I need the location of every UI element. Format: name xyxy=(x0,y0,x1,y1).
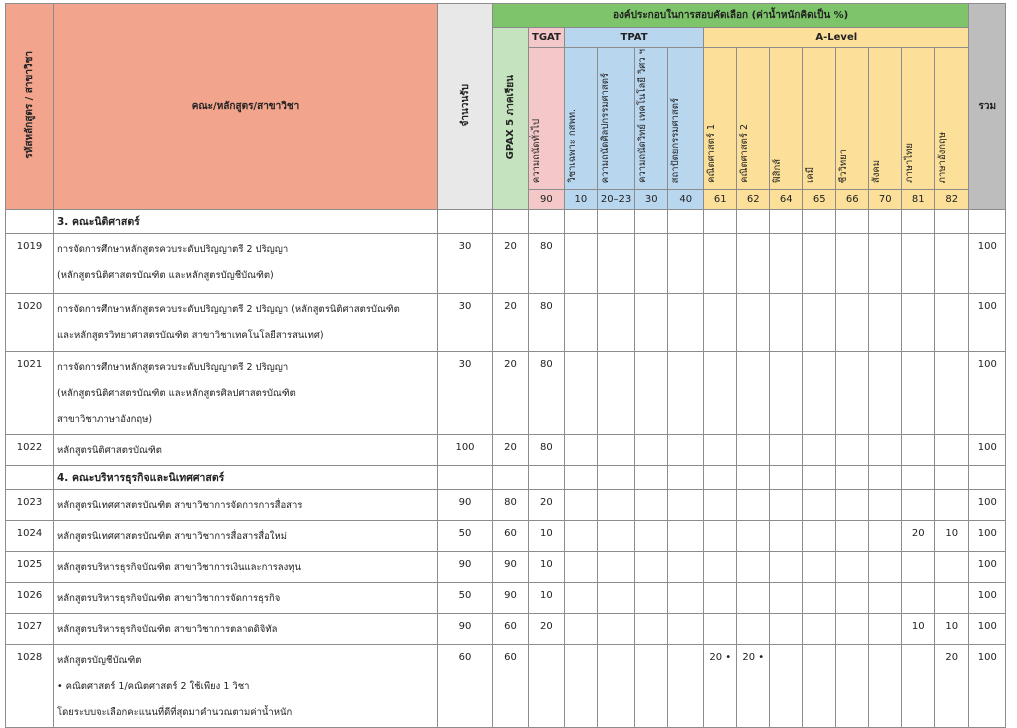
program-name: หลักสูตรบัญชีบัณฑิต • คณิตศาสตร์ 1/คณิตศาสตร์ 2 ใช้เพียง 1 วิชา โดยระบบจะเลือกคะแนนที่ดีที่สุดมาคำนวณตามค่าน้ำหนัก xyxy=(54,645,438,728)
total: 100 xyxy=(969,352,1006,435)
program-name: หลักสูตรนิเทศศาสตรบัณฑิต สาขาวิชาการจัดการการสื่อสาร xyxy=(54,490,438,521)
program-code: 1023 xyxy=(6,490,54,521)
tgat: 10 xyxy=(529,583,565,614)
subject-code: 30 xyxy=(635,190,668,210)
english: 10 xyxy=(935,614,969,645)
subject-4: สถาปัตยกรรมศาสตร์ xyxy=(668,48,704,190)
seats: 30 xyxy=(438,352,493,435)
subject-8: เคมี xyxy=(803,48,836,190)
english: 10 xyxy=(935,521,969,552)
tgat: 80 xyxy=(529,294,565,352)
table-row xyxy=(6,521,1006,552)
total: 100 xyxy=(969,435,1006,466)
total: 100 xyxy=(969,614,1006,645)
program-code: 1026 xyxy=(6,583,54,614)
header-code: รหัสหลักสูตร / สาขาวิชา xyxy=(6,4,54,210)
header-components: องค์ประกอบในการสอบคัดเลือก (ค่าน้ำหนักคิดเป็น %) xyxy=(493,4,969,28)
subject-code: 61 xyxy=(704,190,737,210)
program-code: 1024 xyxy=(6,521,54,552)
table-row xyxy=(6,294,1006,352)
subject-code: 20–23 xyxy=(597,190,634,210)
seats: 100 xyxy=(438,435,493,466)
program-name: หลักสูตรบริหารธุรกิจบัณฑิต สาขาวิชาการเงินและการลงทุน xyxy=(54,552,438,583)
thai: 20 xyxy=(902,521,935,552)
header-row-1 xyxy=(6,4,1006,28)
subject-code: 70 xyxy=(869,190,902,210)
gpax: 90 xyxy=(493,583,529,614)
program-code: 1021 xyxy=(6,352,54,435)
subject-7: ฟิสิกส์ xyxy=(770,48,803,190)
subject-code: 81 xyxy=(902,190,935,210)
table-row xyxy=(6,614,1006,645)
subject-11: ภาษาไทย xyxy=(902,48,935,190)
subject-3: ความถนัดวิทย์ เทคโนโลยี วิศว ฯ xyxy=(635,48,668,190)
math1: 20 • xyxy=(704,645,737,728)
seats: 30 xyxy=(438,234,493,294)
gpax: 60 xyxy=(493,614,529,645)
program-name: หลักสูตรนิติศาสตรบัณฑิต xyxy=(54,435,438,466)
total: 100 xyxy=(969,490,1006,521)
seats: 30 xyxy=(438,294,493,352)
total: 100 xyxy=(969,583,1006,614)
table-row xyxy=(6,645,1006,728)
tgat: 80 xyxy=(529,435,565,466)
subject-code: 10 xyxy=(564,190,597,210)
table-row xyxy=(6,583,1006,614)
tgat: 20 xyxy=(529,614,565,645)
program-code: 1028 xyxy=(6,645,54,728)
subject-code: 90 xyxy=(529,190,565,210)
program-code: 1020 xyxy=(6,294,54,352)
gpax: 20 xyxy=(493,352,529,435)
subject-0: ความถนัดทั่วไป xyxy=(529,48,565,190)
total: 100 xyxy=(969,521,1006,552)
table-row xyxy=(6,490,1006,521)
subject-code: 66 xyxy=(836,190,869,210)
subject-1: วิชาเฉพาะ กสพท. xyxy=(564,48,597,190)
tgat: 80 xyxy=(529,234,565,294)
subject-code: 62 xyxy=(737,190,770,210)
table-row xyxy=(6,352,1006,435)
section-title: 3. คณะนิติศาสตร์ xyxy=(54,210,438,234)
table-row xyxy=(6,234,1006,294)
admission-criteria-table xyxy=(5,3,1006,728)
section-row xyxy=(6,210,1006,234)
header-total: รวม xyxy=(969,4,1006,210)
gpax: 60 xyxy=(493,521,529,552)
gpax: 80 xyxy=(493,490,529,521)
header-gpax: GPAX 5 ภาคเรียน xyxy=(493,28,529,210)
program-code: 1027 xyxy=(6,614,54,645)
total: 100 xyxy=(969,294,1006,352)
subject-10: สังคม xyxy=(869,48,902,190)
total: 100 xyxy=(969,552,1006,583)
section-title: 4. คณะบริหารธุรกิจและนิเทศศาสตร์ xyxy=(54,466,438,490)
tgat: 10 xyxy=(529,521,565,552)
seats: 90 xyxy=(438,490,493,521)
gpax: 20 xyxy=(493,294,529,352)
tgat: 10 xyxy=(529,552,565,583)
gpax: 20 xyxy=(493,234,529,294)
subject-5: คณิตศาสตร์ 1 xyxy=(704,48,737,190)
program-name: การจัดการศึกษาหลักสูตรควบระดับปริญญาตรี 2 ปริญญา (หลักสูตรนิติศาสตรบัณฑิต และหลักสูตรบัญชีบัณฑิต) xyxy=(54,234,438,294)
program-name: หลักสูตรบริหารธุรกิจบัณฑิต สาขาวิชาการจัดการธุรกิจ xyxy=(54,583,438,614)
tgat: 80 xyxy=(529,352,565,435)
table-row xyxy=(6,552,1006,583)
subject-2: ความถนัดศิลปกรรมศาสตร์ xyxy=(597,48,634,190)
english: 20 xyxy=(935,645,969,728)
tgat: 20 xyxy=(529,490,565,521)
program-name: การจัดการศึกษาหลักสูตรควบระดับปริญญาตรี 2 ปริญญา (หลักสูตรนิติศาสตรบัณฑิต และหลักสูตรวิทยาศาสตรบัณฑิต สาขาวิชาเทคโนโลยีสารสนเทศ) xyxy=(54,294,438,352)
seats: 60 xyxy=(438,645,493,728)
program-name: การจัดการศึกษาหลักสูตรควบระดับปริญญาตรี 2 ปริญญา (หลักสูตรนิติศาสตรบัณฑิต และหลักสูตรศิลปศาสตรบัณฑิต สาขาวิชาภาษาอังกฤษ) xyxy=(54,352,438,435)
gpax: 60 xyxy=(493,645,529,728)
subject-code: 64 xyxy=(770,190,803,210)
admission-table-container xyxy=(5,3,1006,728)
header-program: คณะ/หลักสูตร/สาขาวิชา xyxy=(54,4,438,210)
seats: 50 xyxy=(438,521,493,552)
program-name: หลักสูตรนิเทศศาสตรบัณฑิต สาขาวิชาการสื่อสารสื่อใหม่ xyxy=(54,521,438,552)
total: 100 xyxy=(969,645,1006,728)
gpax: 90 xyxy=(493,552,529,583)
thai: 10 xyxy=(902,614,935,645)
seats: 50 xyxy=(438,583,493,614)
seats: 90 xyxy=(438,552,493,583)
header-tgat: TGAT xyxy=(529,28,565,48)
seats: 90 xyxy=(438,614,493,645)
header-alevel: A-Level xyxy=(704,28,969,48)
program-code: 1025 xyxy=(6,552,54,583)
total: 100 xyxy=(969,234,1006,294)
subject-code: 82 xyxy=(935,190,969,210)
table-row xyxy=(6,435,1006,466)
section-row xyxy=(6,466,1006,490)
subject-12: ภาษาอังกฤษ xyxy=(935,48,969,190)
program-name: หลักสูตรบริหารธุรกิจบัณฑิต สาขาวิชาการตลาดดิจิทัล xyxy=(54,614,438,645)
subject-code: 40 xyxy=(668,190,704,210)
program-code: 1019 xyxy=(6,234,54,294)
subject-9: ชีววิทยา xyxy=(836,48,869,190)
header-seats: จำนวนรับ xyxy=(438,4,493,210)
subject-code: 65 xyxy=(803,190,836,210)
gpax: 20 xyxy=(493,435,529,466)
program-code: 1022 xyxy=(6,435,54,466)
subject-6: คณิตศาสตร์ 2 xyxy=(737,48,770,190)
math2: 20 • xyxy=(737,645,770,728)
header-tpat: TPAT xyxy=(564,28,703,48)
